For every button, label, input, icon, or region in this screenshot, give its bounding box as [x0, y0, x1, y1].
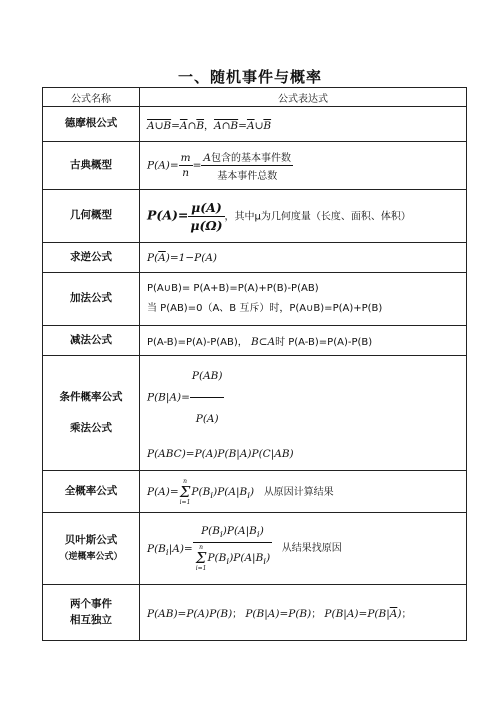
row-name-complement: 求逆公式	[43, 243, 140, 273]
table-row	[43, 513, 467, 585]
table-row	[43, 356, 467, 471]
header-formula-expression: 公式表达式	[140, 88, 467, 107]
page-title: 一、随机事件与概率	[177, 68, 322, 86]
table-row	[43, 243, 467, 273]
row-name-conditional: 条件概率公式 乘法公式	[43, 356, 140, 471]
table-row	[43, 585, 467, 641]
table-row	[43, 326, 467, 356]
formula-table	[42, 87, 467, 641]
table-row	[43, 190, 467, 243]
table-row	[43, 273, 467, 326]
table-row	[43, 107, 467, 142]
row-name-total: 全概率公式	[43, 471, 140, 513]
formula-independent: P(AB)=P(A)P(B)； P(B|A)=P(B)； $P(B|A)=P(B|\overline{A})$；	[140, 585, 467, 641]
row-name-addition: 加法公式	[43, 273, 140, 326]
formula-classical: P(A)= $\frac{m}{n}$ = $\frac{\text{A包含的基本事件数}}{\text{基本事件总数}}$	[140, 142, 467, 190]
row-name-geometric: 几何概型	[43, 190, 140, 243]
row-name-classical: 古典概型	[43, 142, 140, 190]
formula-demorgan: $A\cup B=\overline{A}\cap\overline{B}$，$A\cap B=\overline{A}\cup\overline{B}$	[140, 107, 467, 142]
formula-subtraction: P(A-B)=P(A)-P(AB)， B⊂A时 P(A-B)=P(A)-P(B)	[140, 326, 467, 356]
formula-addition: P(A∪B)= P(A+B)=P(A)+P(B)-P(AB) 当 P(AB)=0（A、B 互斥）时，P(A∪B)=P(A)+P(B)	[140, 273, 467, 326]
header-formula-name: 公式名称	[43, 88, 140, 107]
table-row	[43, 471, 467, 513]
formula-total: P(A)=n Σ $i=1P(B_i)P(A|B_i)$ 从原因计算结果	[140, 471, 467, 513]
table-row	[43, 142, 467, 190]
formula-conditional: P(B|A)= $\frac{P(AB)}{P(A)}$ P(ABC)=P(A)P(B|A)P(C|AB)	[140, 356, 467, 471]
row-name-demorgan: 德摩根公式	[43, 107, 140, 142]
row-name-bayes: 贝叶斯公式 （逆概率公式）	[43, 513, 140, 585]
formula-complement: $P(\overline{A})=1-P(A)$	[140, 243, 467, 273]
formula-bayes: $P(B_i|A)=$ $P(B_i)P(A|B_i)$ n Σ $i=1P(B_i)P(A|B_i)$ 从结果找原因	[140, 513, 467, 585]
formula-geometric: P(A)= $\frac{\mu(A)}{\mu(\Omega)}$ ，其中μ为几何度量（长度、面积、体积）	[140, 190, 467, 243]
row-name-subtraction: 减法公式	[43, 326, 140, 356]
row-name-independent: 两个事件 相互独立	[43, 585, 140, 641]
header-row	[43, 88, 467, 107]
